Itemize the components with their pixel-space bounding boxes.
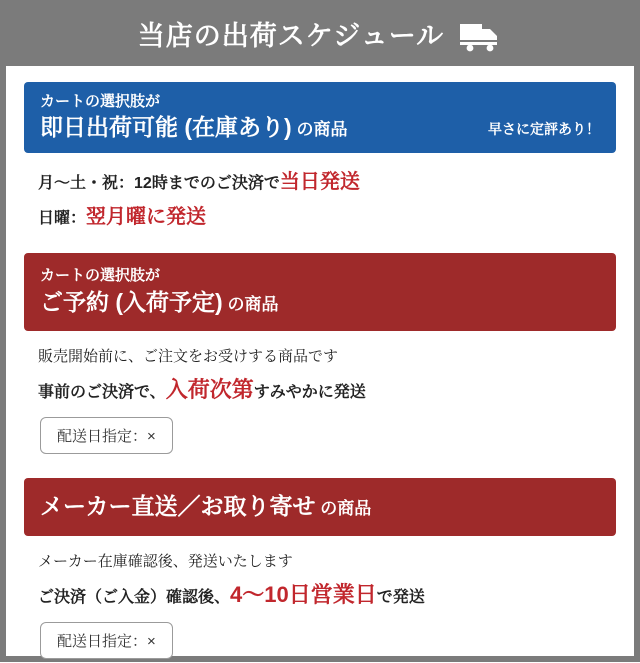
page-title: 当店の出荷スケジュール: [137, 20, 445, 51]
line-emphasis-tail-preorder-ship: すみやかに発送: [253, 384, 366, 402]
band-small-instock: カートの選択肢が: [40, 93, 161, 110]
section-band-dropship: [24, 478, 616, 535]
line-label-sunday: 日曜：: [38, 210, 87, 228]
delivery-date-badge-dropship: 配送日指定：×: [40, 622, 173, 659]
line-weekday-instock: [38, 167, 604, 198]
details-preorder: [24, 331, 616, 459]
line-label-dropship-ship: ご決済（ご入金）確認後、: [38, 589, 231, 607]
line-preorder-ship: [38, 373, 604, 407]
band-big-main-instock: 即日出荷可能 (在庫あり): [40, 114, 292, 141]
line-sunday-instock: [38, 202, 604, 233]
band-big-suffix-dropship: の商品: [315, 499, 372, 519]
line-middle-dropship-desc: メーカー在庫確認後、発送いたします: [38, 552, 293, 570]
page-header: [6, 6, 634, 66]
band-small-preorder: カートの選択肢が: [40, 267, 161, 285]
band-big-suffix-preorder: の商品: [222, 294, 279, 314]
line-emphasis-dropship-ship: 4〜10日営業日: [230, 582, 377, 608]
line-dropship-ship: [38, 578, 604, 612]
details-instock: [24, 153, 616, 241]
delivery-truck-icon: [458, 20, 502, 52]
line-emphasis-preorder-ship: 入荷次第: [165, 377, 254, 403]
band-big-dropship: [40, 491, 371, 522]
line-dropship-desc: [38, 550, 604, 575]
band-big-preorder: [40, 287, 278, 318]
band-note-instock: 早さに定評あり！: [488, 121, 600, 138]
section-band-instock: [24, 82, 616, 153]
band-big-instock: [40, 112, 347, 143]
line-middle-preorder-desc: 販売開始前に、ご注文をお受けする商品です: [38, 347, 339, 365]
band-big-main-preorder: ご予約 (入荷予定): [40, 288, 223, 315]
line-preorder-desc: [38, 345, 604, 370]
delivery-date-badge-preorder: 配送日指定：×: [40, 417, 173, 454]
band-big-suffix-instock: の商品: [291, 120, 348, 140]
line-label-weekday: 月〜土・祝：: [38, 175, 135, 193]
line-middle-weekday: 12時までのご決済で: [134, 175, 280, 193]
line-emphasis-tail-dropship-ship: で発送: [376, 589, 425, 607]
band-big-main-dropship: メーカー直送／お取り寄せ: [40, 493, 316, 520]
band-text-instock: [40, 92, 347, 143]
line-emphasis-weekday: 当日発送: [279, 171, 360, 194]
band-text-dropship: [40, 491, 371, 522]
band-text-preorder: [40, 266, 278, 317]
section-band-preorder: [24, 253, 616, 330]
line-emphasis-sunday: 翌月曜に発送: [86, 206, 207, 229]
content-area: [6, 66, 634, 663]
details-dropship: [24, 536, 616, 663]
line-label-preorder-ship: 事前のご決済で、: [38, 384, 166, 402]
